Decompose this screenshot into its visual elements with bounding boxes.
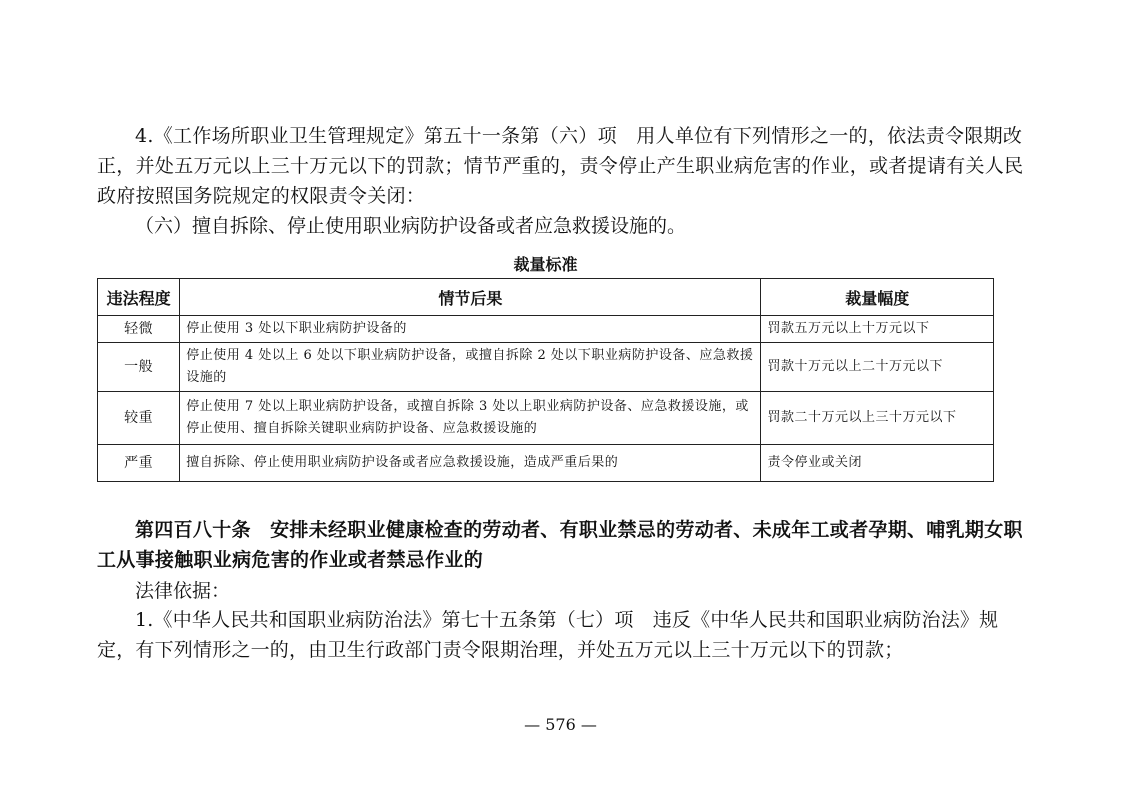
table-row	[98, 316, 994, 343]
table-row	[98, 392, 994, 445]
table-header-row	[98, 279, 994, 316]
cell-severity: 严重	[98, 445, 180, 482]
article-480-heading: 第四百八十条 安排未经职业健康检查的劳动者、有职业禁忌的劳动者、未成年工或者孕期、哺乳期女职工从事接触职业病危害的作业或者禁忌作业的	[97, 519, 1023, 571]
cell-severity: 较重	[98, 392, 180, 445]
cell-penalty: 罚款五万元以上十万元以下	[761, 316, 994, 343]
table-title: 裁量标准	[513, 255, 578, 274]
header-consequence: 情节后果	[180, 279, 761, 316]
cell-severity: 轻微	[98, 316, 180, 343]
cell-consequence: 停止使用 7 处以上职业病防护设备，或擅自拆除 3 处以上职业病防护设备、应急救援设施，或停止使用、擅自拆除关键职业病防护设备、应急救援设施的	[180, 392, 761, 445]
cell-consequence: 停止使用 4 处以上 6 处以下职业病防护设备，或擅自拆除 2 处以下职业病防护设备、应急救援设施的	[180, 343, 761, 392]
page-number: — 576 —	[524, 715, 597, 734]
cell-penalty: 责令停业或关闭	[761, 445, 994, 482]
discretion-standard-table	[97, 278, 994, 482]
table-row	[98, 445, 994, 482]
paragraph-item-six: （六）擅自拆除、停止使用职业病防护设备或者应急救援设施的。	[135, 215, 687, 237]
cell-consequence: 擅自拆除、停止使用职业病防护设备或者应急救援设施，造成严重后果的	[180, 445, 761, 482]
cell-penalty: 罚款二十万元以上三十万元以下	[761, 392, 994, 445]
paragraph-occupational-disease-law-article-75: 1.《中华人民共和国职业病防治法》第七十五条第（七）项 违反《中华人民共和国职业病防治法》规定，有下列情形之一的，由卫生行政部门责令限期治理，并处五万元以上三十万元以下的罚款；	[97, 609, 999, 661]
header-severity: 违法程度	[98, 279, 180, 316]
header-penalty-range: 裁量幅度	[761, 279, 994, 316]
paragraph-regulation-article-51: 4.《工作场所职业卫生管理规定》第五十一条第（六）项 用人单位有下列情形之一的，依法责令限期改正，并处五万元以上三十万元以下的罚款；情节严重的，责令停止产生职业病危害的作业，或者提请有关人民政府按照国务院规定的权限责令关闭：	[97, 125, 1024, 207]
cell-consequence: 停止使用 3 处以下职业病防护设备的	[180, 316, 761, 343]
cell-penalty: 罚款十万元以上二十万元以下	[761, 343, 994, 392]
table-row	[98, 343, 994, 392]
cell-severity: 一般	[98, 343, 180, 392]
legal-basis-label: 法律依据：	[135, 580, 231, 602]
